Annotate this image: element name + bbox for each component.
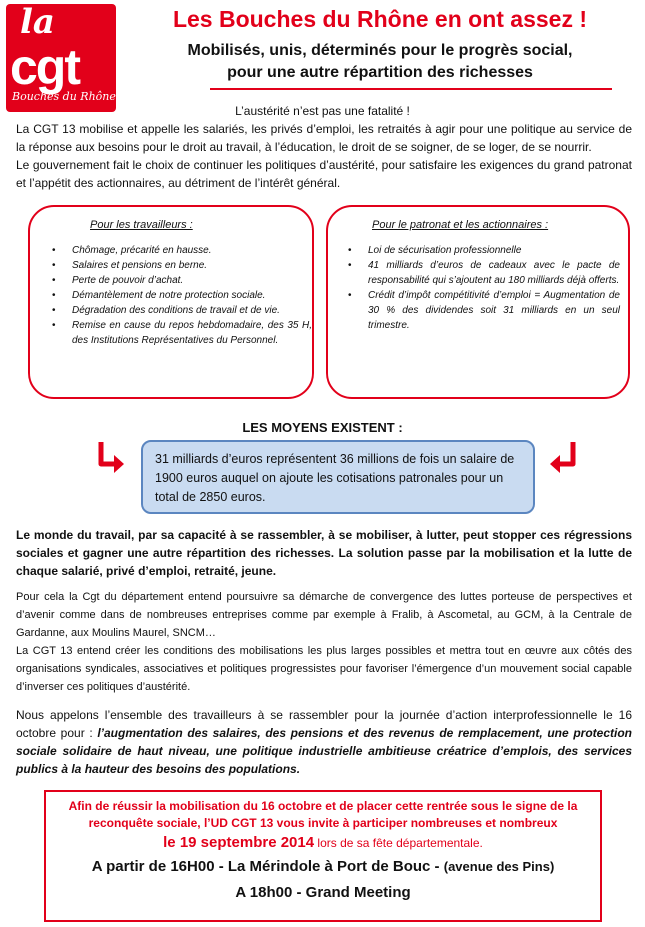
workers-list [38, 243, 312, 348]
arrow-down-left-icon [548, 440, 578, 474]
page-subtitle [120, 40, 640, 84]
intro-paragraph-1: La CGT 13 mobilise et appelle les salariés, les privés d’emploi, les retraités à agir pour une politique au service de la réponse aux besoins pour le droit au travail, à l’éducation, le droit de se soigner, de se loger, de se nourrir. [16, 122, 632, 154]
employers-list [334, 243, 620, 333]
list-item: • Loi de sécurisation professionnelle [368, 243, 620, 258]
event-meeting: A 18h00 - Grand Meeting [235, 884, 411, 901]
event-intro-line-1: Afin de réussir la mobilisation du 16 octobre et de placer cette rentrée sous le signe de la [68, 799, 578, 813]
list-item: • Perte de pouvoir d’achat. [72, 273, 312, 288]
body-paragraph-convergence: Pour cela la Cgt du département entend poursuivre sa démarche de convergence des luttes porteuse de perspectives et d’avenir comme dans de nombreuses entreprises comme par exemple à Fralib, à Ascometal, au GCM, à la Centrale de Gardanne, aux Moulins Maurel, SNCM… [16, 591, 632, 639]
event-place: A partir de 16H00 - La Mérindole à Port de Bouc - [91, 858, 444, 875]
event-date-suffix: lors de sa fête départementale. [314, 836, 483, 850]
title-underline [210, 88, 612, 90]
intro-paragraph-2: Le gouvernement fait le choix de continuer les politiques d’austérité, pour satisfaire les exigences du grand patronat et l’appétit des actionnaires, au détriment de l’intérêt général. [16, 158, 632, 190]
list-item: • Remise en cause du repos hebdomadaire, des 35 H, des Institutions Représentatives du Personnel. [72, 318, 312, 348]
list-item: • Crédit d’impôt compétitivité d’emploi = Augmentation de 30 % des dividendes soit 31 milliards en un seul trimestre. [368, 288, 620, 333]
call-lead: Nous appelons l’ensemble des travailleurs à se rassembler pour la journée d’action interprofessionnelle le 16 octobre pour : [16, 708, 632, 740]
call-demands: l’augmentation des salaires, des pensions et des revenus de remplacement, une protection sociale solidaire de haut niveau, une politique industrielle ambitieuse créatrice d’emplois, des services publics à la hauteur des besoins des populations. [16, 726, 632, 776]
event-date: le 19 septembre 2014 [163, 834, 315, 851]
body-paragraph-call [16, 706, 632, 778]
list-item: • Chômage, précarité en hausse. [72, 243, 312, 258]
event-address: (avenue des Pins) [443, 859, 555, 874]
body-paragraph-mobilisation: La CGT 13 entend créer les conditions des mobilisations les plus larges possibles et mettra tout en œuvre aux côtés des organisations syndicales, associatives et politiques progressistes pour favoriser l’émergence d’un mouvement social capable d’inverser ces politiques d’austérité. [16, 645, 632, 693]
event-place-line [46, 858, 600, 875]
event-intro-line-2: reconquête sociale, l’UD CGT 13 vous invite à participer nombreuses et nombreux [88, 816, 558, 830]
workers-box [28, 205, 314, 399]
page-title: Les Bouches du Rhône en ont assez ! [172, 6, 588, 32]
logo-cgt: cgt [10, 39, 79, 95]
list-item: • Salaires et pensions en berne. [72, 258, 312, 273]
moyens-heading: LES MOYENS EXISTENT : [242, 420, 403, 435]
employers-box-heading: Pour le patronat et les actionnaires : [372, 219, 549, 231]
employers-box [326, 205, 630, 399]
logo-subtitle: Bouches du Rhône [12, 90, 116, 103]
workers-box-heading: Pour les travailleurs : [90, 219, 193, 231]
event-box [44, 790, 602, 922]
subtitle-line-1: Mobilisés, unis, déterminés pour le progrès social, [187, 42, 573, 59]
subtitle-line-2: pour une autre répartition des richesses [227, 64, 533, 81]
arrow-down-right-icon [96, 440, 126, 474]
event-date-line [46, 834, 600, 851]
list-item: • Démantèlement de notre protection sociale. [72, 288, 312, 303]
event-intro [46, 798, 600, 832]
intro-lead: L’austérité n’est pas une fatalité ! [235, 104, 410, 118]
body-paragraph-bold: Le monde du travail, par sa capacité à se rassembler, à se mobiliser, à lutter, peut stopper ces régressions sociales et gagner une autre répartition des richesses. La solution passe par la mobilisation et la lutte de chaque salarié, privé d’emploi, retraité, jeune. [16, 528, 632, 578]
logo-la: la [20, 2, 55, 42]
moyens-text: 31 milliards d’euros représentent 36 millions de fois un salaire de 1900 euros auquel on ajoute les cotisations patronales pour un total de 2850 euros. [155, 452, 515, 504]
cgt-logo [6, 4, 116, 112]
list-item: • 41 milliards d’euros de cadeaux avec le pacte de responsabilité qui s’ajoutent au 180 milliards déjà offerts. [368, 258, 620, 288]
list-item: • Dégradation des conditions de travail et de vie. [72, 303, 312, 318]
moyens-box [141, 440, 535, 514]
